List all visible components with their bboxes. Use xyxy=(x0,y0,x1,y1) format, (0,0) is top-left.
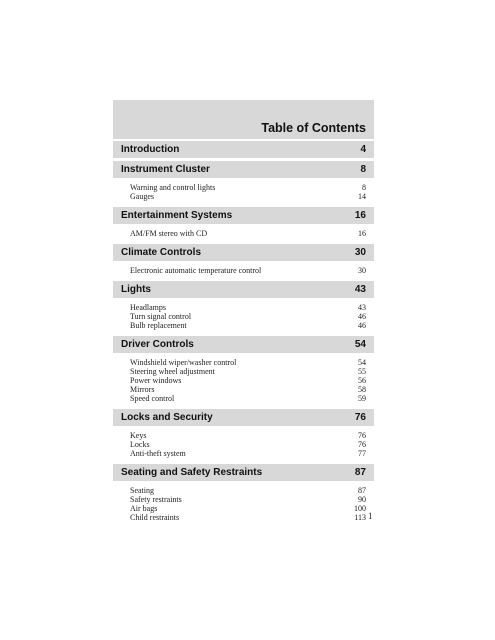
toc-section xyxy=(113,161,374,204)
toc-entry[interactable] xyxy=(130,192,366,201)
entry-label: Turn signal control xyxy=(130,312,192,321)
page-number: 1 xyxy=(368,511,373,521)
toc-section xyxy=(113,336,374,406)
entry-label: Safety restraints xyxy=(130,495,182,504)
toc-header xyxy=(113,100,374,139)
section-items xyxy=(113,298,374,333)
entry-page: 55 xyxy=(358,367,366,376)
section-items xyxy=(113,481,374,525)
toc-entry[interactable] xyxy=(130,431,366,440)
entry-page: 54 xyxy=(358,358,366,367)
section-page: 54 xyxy=(354,339,366,350)
section-page: 43 xyxy=(354,284,366,295)
toc-section xyxy=(113,207,374,241)
toc-entry[interactable] xyxy=(130,229,366,238)
entry-label: Steering wheel adjustment xyxy=(130,367,215,376)
entry-page: 59 xyxy=(358,394,366,403)
section-items xyxy=(113,261,374,278)
section-page: 76 xyxy=(354,412,366,423)
entry-page: 76 xyxy=(358,440,366,449)
toc-list xyxy=(113,141,374,528)
section-page: 30 xyxy=(354,247,366,258)
toc-entry[interactable] xyxy=(130,449,366,458)
entry-page: 113 xyxy=(354,513,366,522)
entry-label: Power windows xyxy=(130,376,182,385)
section-heading[interactable] xyxy=(113,244,374,261)
entry-label: Warning and control lights xyxy=(130,183,216,192)
toc-entry[interactable] xyxy=(130,358,366,367)
toc-entry[interactable] xyxy=(130,312,366,321)
toc-entry[interactable] xyxy=(130,183,366,192)
entry-label: Bulb replacement xyxy=(130,321,187,330)
entry-label: Gauges xyxy=(130,192,154,201)
entry-page: 46 xyxy=(358,321,366,330)
entry-label: Air bags xyxy=(130,504,158,513)
toc-section xyxy=(113,281,374,333)
entry-label: Mirrors xyxy=(130,385,155,394)
entry-label: Anti-theft system xyxy=(130,449,186,458)
entry-label: Seating xyxy=(130,486,154,495)
section-heading[interactable] xyxy=(113,281,374,298)
page-title: Table of Contents xyxy=(261,121,366,135)
entry-label: Locks xyxy=(130,440,150,449)
section-items xyxy=(113,178,374,204)
entry-page: 58 xyxy=(358,385,366,394)
entry-label: AM/FM stereo with CD xyxy=(130,229,208,238)
toc-entry[interactable] xyxy=(130,440,366,449)
section-page: 8 xyxy=(360,164,366,175)
entry-page: 16 xyxy=(358,229,366,238)
toc-entry[interactable] xyxy=(130,394,366,403)
section-title: Climate Controls xyxy=(121,247,202,258)
toc-entry[interactable] xyxy=(130,376,366,385)
section-heading[interactable] xyxy=(113,409,374,426)
section-title: Driver Controls xyxy=(121,339,194,350)
section-items xyxy=(113,426,374,461)
section-title: Instrument Cluster xyxy=(121,164,210,175)
entry-label: Electronic automatic temperature control xyxy=(130,266,262,275)
entry-page: 8 xyxy=(362,183,366,192)
entry-label: Child restraints xyxy=(130,513,180,522)
section-title: Lights xyxy=(121,284,151,295)
section-heading[interactable] xyxy=(113,141,374,158)
entry-label: Keys xyxy=(130,431,147,440)
section-heading[interactable] xyxy=(113,464,374,481)
section-page: 16 xyxy=(354,210,366,221)
toc-section xyxy=(113,409,374,461)
entry-page: 46 xyxy=(358,312,366,321)
toc-entry[interactable] xyxy=(130,321,366,330)
entry-label: Headlamps xyxy=(130,303,166,312)
entry-page: 90 xyxy=(358,495,366,504)
entry-page: 14 xyxy=(358,192,366,201)
entry-page: 56 xyxy=(358,376,366,385)
section-heading[interactable] xyxy=(113,207,374,224)
section-page: 87 xyxy=(354,467,366,478)
entry-page: 100 xyxy=(354,504,366,513)
section-title: Introduction xyxy=(121,144,180,155)
entry-page: 43 xyxy=(358,303,366,312)
toc-entry[interactable] xyxy=(130,486,366,495)
entry-page: 77 xyxy=(358,449,366,458)
section-title: Locks and Security xyxy=(121,412,213,423)
toc-section xyxy=(113,141,374,158)
section-items xyxy=(113,353,374,406)
entry-label: Speed control xyxy=(130,394,175,403)
entry-label: Windshield wiper/washer control xyxy=(130,358,237,367)
entry-page: 87 xyxy=(358,486,366,495)
section-title: Entertainment Systems xyxy=(121,210,233,221)
toc-entry[interactable] xyxy=(130,495,366,504)
toc-section xyxy=(113,244,374,278)
toc-entry[interactable] xyxy=(130,266,366,275)
section-title: Seating and Safety Restraints xyxy=(121,467,263,478)
section-heading[interactable] xyxy=(113,336,374,353)
section-items xyxy=(113,224,374,241)
toc-section xyxy=(113,464,374,525)
toc-entry[interactable] xyxy=(130,385,366,394)
toc-entry[interactable] xyxy=(130,513,366,522)
section-page: 4 xyxy=(360,144,366,155)
toc-entry[interactable] xyxy=(130,367,366,376)
toc-entry[interactable] xyxy=(130,504,366,513)
entry-page: 30 xyxy=(358,266,366,275)
section-heading[interactable] xyxy=(113,161,374,178)
entry-page: 76 xyxy=(358,431,366,440)
toc-entry[interactable] xyxy=(130,303,366,312)
